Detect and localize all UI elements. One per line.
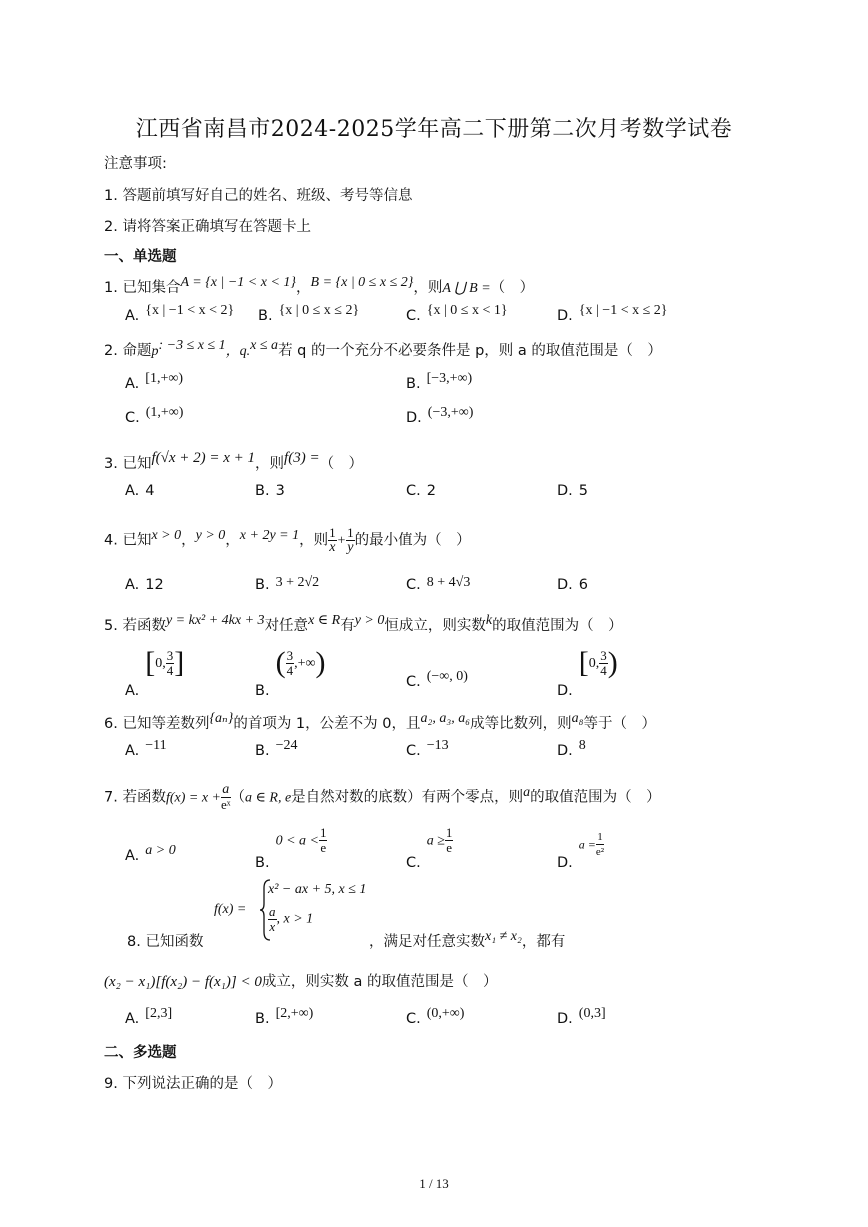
piece-condition: , x > 1 [276,911,314,927]
option-letter: D. [557,743,573,759]
option-value: −13 [426,738,449,753]
option-letter: B. [255,483,270,499]
option-letter: C. [406,674,421,690]
question-8-text-3: 成立，则实数 a 的取值范围是（ ） [261,974,498,990]
option-letter: C. [125,410,140,426]
fraction-numerator: 1 [597,831,603,843]
option-letter: D. [557,854,573,871]
question-3-mid: ，则 [255,456,285,472]
question-6-sequence: {aₙ} [209,711,234,726]
option-value: {x | 0 ≤ x ≤ 2} [278,303,360,318]
fraction-numerator: a [269,904,276,919]
bracket-left: [ [145,646,156,679]
option-value: (−3,+∞) [427,405,474,420]
question-8-text-1: ，满足对任意实数 [369,934,485,950]
question-6-text-2: 成等比数列，则 [470,716,572,732]
interval-start: 0, [155,656,166,671]
question-8-prefix: 8. 已知函数 [127,934,204,950]
question-7-option-a [125,843,176,865]
question-6-option-b [255,738,298,760]
option-value: 5 [578,483,589,499]
option-letter: A. [125,483,140,499]
option-letter: D. [557,1011,573,1027]
interval-fraction [599,649,608,678]
option-letter: A. [125,308,140,324]
question-4-condition-1: x > 0 [151,527,182,543]
question-7-option-c [406,825,453,871]
option-value: [−3,+∞) [426,371,473,386]
fraction-numerator: 1 [445,825,453,840]
question-6-option-c [406,738,449,760]
question-4-option-a [125,577,164,593]
question-8-piece-1: x² − ax + 5, x ≤ 1 [268,882,367,897]
question-6-a8: a₈ [571,711,584,726]
option-value: −11 [145,738,167,753]
question-7-text-3: 的取值范围为（ ） [530,789,661,806]
option-fraction [445,826,454,855]
notice-item-1: 1. 答题前填写好自己的姓名、班级、考号等信息 [104,188,413,204]
option-letter: A. [125,848,140,864]
question-7-option-b [255,825,327,871]
question-1-sep: ， [296,280,311,296]
question-6-option-d [557,738,586,760]
option-value: [2,3] [145,1006,173,1021]
question-6-terms: a₂, a₃, a₆ [420,711,471,726]
piece-fraction [268,905,277,934]
option-value: [1,+∞) [145,371,183,386]
question-6-option-a [125,738,167,760]
fraction-denominator: eˣ [221,797,231,812]
option-value: (1,+∞) [145,405,184,420]
question-8 [127,930,203,951]
option-value: 3 + 2√2 [275,575,320,590]
question-1-option-c [406,303,508,325]
question-7-prefix: 7. 若函数 [104,789,166,806]
option-value: a > 0 [145,843,176,858]
option-letter: C. [406,1011,421,1027]
fraction-denominator: x [329,540,336,555]
question-4-fraction-1 [328,526,337,555]
question-5-text-2: 有 [340,618,355,634]
page-title: 江西省南昌市2024-2025学年高二下册第二次月考数学试卷 [135,117,733,142]
option-letter: D. [406,410,422,426]
question-5-condition: x ∈ R [308,613,341,628]
fraction-denominator: 4 [286,662,294,678]
question-5-prefix: 5. 若函数 [104,618,166,634]
option-value: −24 [275,738,298,753]
option-letter: D. [557,483,573,499]
option-letter: C. [406,308,421,324]
question-2-option-a [125,371,183,393]
question-2-p-condition: : −3 ≤ x ≤ 1 [158,338,226,353]
question-5-option-b [255,646,326,699]
option-value: 8 + 4√3 [426,575,471,590]
question-3-option-d [557,483,588,499]
option-value: 8 [578,738,586,753]
option-fraction [596,830,604,859]
option-value: [2,+∞) [275,1006,314,1021]
fraction-denominator: e [446,840,453,855]
question-5-option-c [406,669,468,691]
question-6-prefix: 6. 已知等差数列 [104,716,210,732]
question-1-paren: （ ） [490,280,535,296]
question-5-function: y = kx² + 4kx + 3 [165,613,265,628]
question-2 [104,339,662,360]
option-letter: A. [125,1011,140,1027]
question-9: 9. 下列说法正确的是（ ） [104,1076,282,1092]
option-letter: C. [406,577,421,593]
question-1-suffix: ，则 [413,280,443,296]
question-1-option-a [125,303,235,325]
fraction-denominator: 4 [600,662,607,678]
option-value: 2 [426,483,436,499]
question-1 [104,276,534,297]
question-7 [104,783,661,812]
option-value: {x | 0 ≤ x < 1} [426,303,508,318]
question-5 [104,614,623,635]
question-4-suffix: 的最小值为（ ） [354,532,471,549]
option-value: (0,+∞) [426,1006,465,1021]
bracket-right: ) [607,646,618,679]
question-5-option-a [125,646,185,699]
page-number: 1 / 13 [419,1176,449,1191]
question-3-expr2: f(3) = [284,450,320,466]
option-letter: D. [557,683,573,699]
option-letter: B. [255,577,270,593]
question-2-prefix: 2. 命题 [104,343,152,359]
option-value: (−∞, 0) [426,669,468,684]
option-value: {x | −1 < x < 2} [145,303,235,318]
question-8-option-d [557,1006,606,1028]
bracket-right: ] [174,646,185,679]
question-4-condition-3: x + 2y = 1 [239,527,300,543]
fraction-numerator: 3 [286,647,294,663]
question-3-prefix: 3. 已知 [104,456,152,472]
question-1-prefix: 1. 已知集合 [104,280,181,296]
fraction-denominator: e [320,840,327,855]
question-8-continued [369,930,565,951]
fraction-denominator: y [347,540,354,555]
question-2-text: 若 q 的一个充分不必要条件是 p，则 a 的取值范围是（ ） [278,343,662,359]
question-4-prefix: 4. 已知 [104,532,152,549]
question-4-fraction-2 [346,526,355,555]
question-7-function: f(x) = x + [165,790,221,806]
question-8-function-name: f(x) = [214,902,247,917]
question-7-a: a [523,784,531,800]
interval-fraction [166,649,175,678]
option-letter: A. [125,683,140,699]
interval-fraction [286,649,295,678]
option-letter: C. [406,483,421,499]
question-1-set-a: A = {x | −1 < x < 1} [180,275,297,290]
option-letter: D. [557,308,573,324]
option-value: {x | −1 < x ≤ 2} [578,303,668,318]
question-3-option-b [255,483,285,499]
question-7-fraction [221,783,231,812]
question-2-option-c [125,405,184,427]
question-8-text-2: ，都有 [521,934,566,950]
option-letter: D. [557,577,573,593]
interval-end: ,+∞ [294,656,316,671]
option-letter: B. [255,683,270,699]
option-value: 12 [145,577,164,593]
fraction-numerator: 3 [166,647,174,663]
question-4-condition-2: y > 0 [195,527,226,543]
question-8-condition: x₁ ≠ x₂ [485,929,522,944]
question-7-text-2: 是自然对数的底数）有两个零点，则 [291,789,524,806]
question-6-text-1: 的首项为 1，公差不为 0，且 [233,716,421,732]
option-letter: C. [406,743,421,759]
question-5-k: k [485,613,493,628]
notice-heading: 注意事项: [104,156,167,172]
question-4-option-d [557,577,588,593]
fraction-numerator: 1 [347,525,354,540]
section-heading-multiple-choice: 二、多选题 [104,1045,177,1061]
question-4-option-c [406,577,470,594]
fraction-numerator: a [222,782,230,797]
option-letter: A. [125,376,140,392]
question-5-condition-2: y > 0 [354,613,385,628]
question-4-plus: + [336,533,347,549]
option-letter: C. [406,854,421,871]
fraction-numerator: 3 [600,647,607,663]
option-letter: A. [125,577,140,593]
question-4-option-b [255,577,319,594]
bracket-right: ) [315,646,326,679]
question-1-set-b: B = {x | 0 ≤ x ≤ 2} [310,275,414,290]
question-6 [104,712,656,733]
question-3-paren: （ ） [319,456,364,472]
fraction-denominator: x [269,919,276,934]
option-letter: B. [255,854,270,871]
option-value: (0,3] [578,1006,606,1021]
option-value: 4 [145,483,155,499]
question-5-text-3: 恒成立，则实数 [384,618,486,634]
option-letter: B. [406,376,421,392]
question-1-option-b [258,303,360,325]
question-3 [104,452,363,473]
question-5-text-1: 对任意 [264,618,309,634]
option-letter: B. [255,743,270,759]
question-5-text-4: 的取值范围为（ ） [492,618,623,634]
option-value: 6 [578,577,589,593]
option-value: 3 [275,483,285,499]
option-value-left: a = [578,837,596,852]
fraction-denominator: 4 [166,662,174,678]
option-value-left: a ≥ [426,833,445,849]
fraction-denominator: e² [595,846,605,858]
option-fraction [319,826,328,855]
question-6-text-3: 等于（ ） [583,716,656,732]
question-2-q-condition: x ≤ a [250,338,279,353]
question-8-option-c [406,1006,465,1028]
notice-item-2: 2. 请将答案正确填写在答题卡上 [104,219,311,235]
fraction-numerator: 1 [329,525,336,540]
question-8-option-a [125,1006,173,1028]
fraction-numerator: 1 [319,825,327,840]
question-7-option-d [557,830,605,871]
question-1-expr: A ⋃ B = [442,281,491,296]
bracket-left: [ [578,646,589,679]
question-3-option-c [406,483,436,499]
interval-start: 0, [588,656,600,671]
option-letter: A. [125,743,140,759]
question-2-p: p [151,344,159,359]
question-4-mid: ，则 [299,532,329,549]
question-8-inequality: (x₂ − x₁)[f(x₂) − f(x₁)] < 0 [104,974,262,990]
question-5-option-d [557,646,618,699]
question-8-piece-2 [268,905,313,934]
question-1-option-d [557,303,668,325]
question-8-line-2 [104,970,497,991]
question-2-q: ，q. [225,344,251,359]
question-8-option-b [255,1006,314,1028]
question-7-text-1: （ [230,789,246,806]
option-letter: B. [255,1011,270,1027]
bracket-left: ( [275,646,286,679]
question-4: 4. 已知x > 0，y > 0，x + 2y = 1，则 $\frac{1}{x}$ + $\frac{1}{y}$ 的最小值为（ ） [104,525,471,555]
question-7-condition: a ∈ R, e [245,790,292,806]
section-heading-single-choice: 一、单选题 [104,249,177,265]
question-2-option-d [406,405,474,427]
option-value-left: 0 < a < [275,833,319,849]
question-3-expr1: f(√x + 2) = x + 1 [151,450,256,466]
question-3-option-a [125,483,155,499]
option-letter: B. [258,308,273,324]
question-2-option-b [406,371,473,393]
